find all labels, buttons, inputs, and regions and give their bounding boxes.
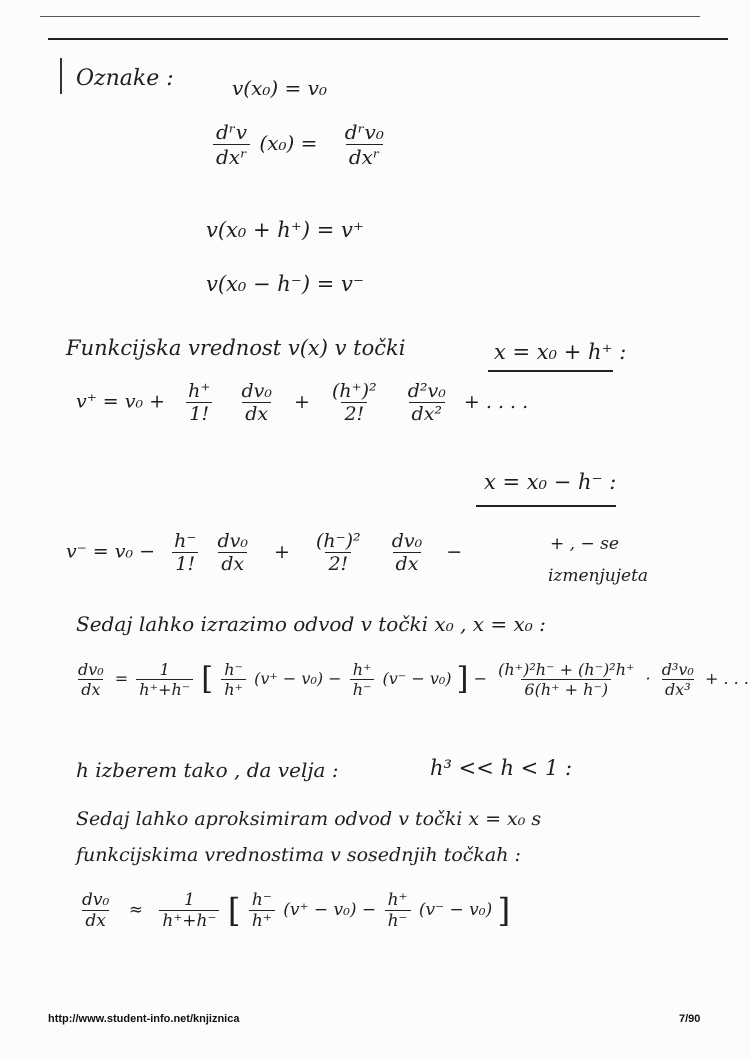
margin-mark	[60, 58, 62, 94]
fraction-d3v-dx3: $\frac{\text{d³v₀}}{\text{dx³}}$	[661, 660, 694, 699]
fraction-h-over-1fact: $\frac{h^-}{1!}$	[174, 530, 197, 575]
footer-url: http://www.student-info.net/knjiznica	[48, 1013, 240, 1025]
h-choice-text: h izberem tako , da velja :	[76, 758, 339, 782]
taylor-plus-point: x = x₀ + h⁺ :	[494, 340, 627, 364]
derivative-equation: $\frac{\text{dv₀}}{dx}$ = $\frac{1}{h^++h^-}$ [ $\frac{h^-}{h^+}$ (v⁺ − v₀) − $\frac{h^+}{h^-}$ (v⁻ − v₀) ] − $\frac{\text{(h⁺)²h⁻ + (h⁻)²h⁺}}{6(h^+ + h^-)}$ · $\frac{\text{d³v₀}}{\text{dx³}}$ + . . .	[72, 660, 749, 699]
scan-edge-line	[40, 16, 700, 17]
fraction-error-term: $\frac{\text{(h⁺)²h⁻ + (h⁻)²h⁺}}{6(h^+ + h^-)}$	[498, 660, 635, 699]
fraction-h-over-1fact: $\frac{h^+}{1!}$	[188, 380, 211, 425]
fraction-hminus-over-hplus: $\frac{h^-}{h^+}$	[249, 890, 275, 931]
right-bracket: ]	[497, 891, 511, 930]
notation-label: Oznake :	[76, 66, 174, 91]
notation-def-plus: v(x₀ + h⁺) = v⁺	[206, 218, 364, 242]
page-number: 7/90	[679, 1013, 701, 1025]
fraction-h2-over-2fact: $\frac{\text{(h⁺)²}}{2!}$	[331, 380, 377, 425]
fraction-dv-dx-2: $\frac{\text{dv₀}}{dx}$	[391, 530, 423, 575]
sign-note-line1: + , − se	[550, 534, 619, 554]
fraction-hplus-over-hminus: $\frac{h^+}{h^-}$	[350, 660, 375, 699]
approx-text-line1: Sedaj lahko aproksimiram odvod v točki x = x₀ s	[76, 808, 542, 830]
left-bracket: [	[201, 662, 214, 697]
taylor-plus-point-underline	[488, 370, 613, 372]
fraction-lhs: $\frac{\text{dʳv}}{\text{dxʳ}}$	[213, 120, 250, 169]
fraction-dv0-dx: $\frac{\text{dv₀}}{dx}$	[82, 890, 110, 931]
taylor-plus-equation: v⁺ = v₀ + $\frac{h^+}{1!}$ $\frac{\text{dv₀}}{dx}$ + $\frac{\text{(h⁺)²}}{2!}$ $\frac{\text{d²v₀}}{\text{dx²}}$ + . . . .	[76, 380, 529, 425]
fraction-1-over-hsum: $\frac{1}{h^++h^-}$	[136, 660, 193, 699]
taylor-minus-point: x = x₀ − h⁻ :	[484, 470, 617, 494]
sign-note-line2: izmenjujeta	[548, 566, 649, 586]
fraction-d2v-dx2: $\frac{\text{d²v₀}}{\text{dx²}}$	[407, 380, 446, 425]
fraction-dv-dx: $\frac{\text{dv₀}}{dx}$	[241, 380, 272, 425]
left-bracket: [	[227, 891, 241, 930]
notation-def-value: v(x₀) = v₀	[232, 76, 327, 100]
derivative-intro: Sedaj lahko izrazimo odvod v točki x₀ , x = x₀ :	[76, 612, 546, 636]
fraction-dv-dx: $\frac{\text{dv₀}}{dx}$	[217, 530, 248, 575]
notation-def-minus: v(x₀ − h⁻) = v⁻	[206, 272, 364, 296]
page-rule	[48, 38, 728, 40]
fraction-hminus-over-hplus: $\frac{h^-}{h^+}$	[221, 660, 246, 699]
h-choice-condition: h³ << h < 1 :	[430, 756, 573, 780]
fraction-h2-over-2fact: $\frac{\text{(h⁻)²}}{2!}$	[315, 530, 361, 575]
approx-equation: $\frac{\text{dv₀}}{dx}$ ≈ $\frac{1}{h^++h^-}$ [ $\frac{h^-}{h^+}$ (v⁺ − v₀) − $\frac{h^+}{h^-}$ (v⁻ − v₀) ]	[76, 890, 510, 931]
approx-text-line2: funkcijskima vrednostima v sosednjih točkah :	[76, 844, 521, 866]
derivative-argument: (x₀) =	[259, 131, 318, 155]
taylor-minus-equation: v⁻ = v₀ − $\frac{h^-}{1!}$ $\frac{\text{dv₀}}{dx}$ + $\frac{\text{(h⁻)²}}{2!}$ $\frac{\text{dv₀}}{dx}$ −	[66, 530, 463, 575]
fraction-dv0-dx: $\frac{\text{dv₀}}{dx}$	[78, 660, 104, 699]
taylor-minus-point-underline	[476, 505, 616, 507]
fraction-1-over-hsum: $\frac{1}{h^++h^-}$	[159, 890, 219, 931]
right-bracket: ]	[456, 662, 469, 697]
taylor-heading: Funkcijska vrednost v(x) v točki	[66, 336, 406, 360]
notation-def-derivative	[210, 120, 390, 169]
fraction-rhs: $\frac{\text{dʳv₀}}{\text{dxʳ}}$	[344, 120, 384, 169]
fraction-hplus-over-hminus: $\frac{h^+}{h^-}$	[385, 890, 411, 931]
